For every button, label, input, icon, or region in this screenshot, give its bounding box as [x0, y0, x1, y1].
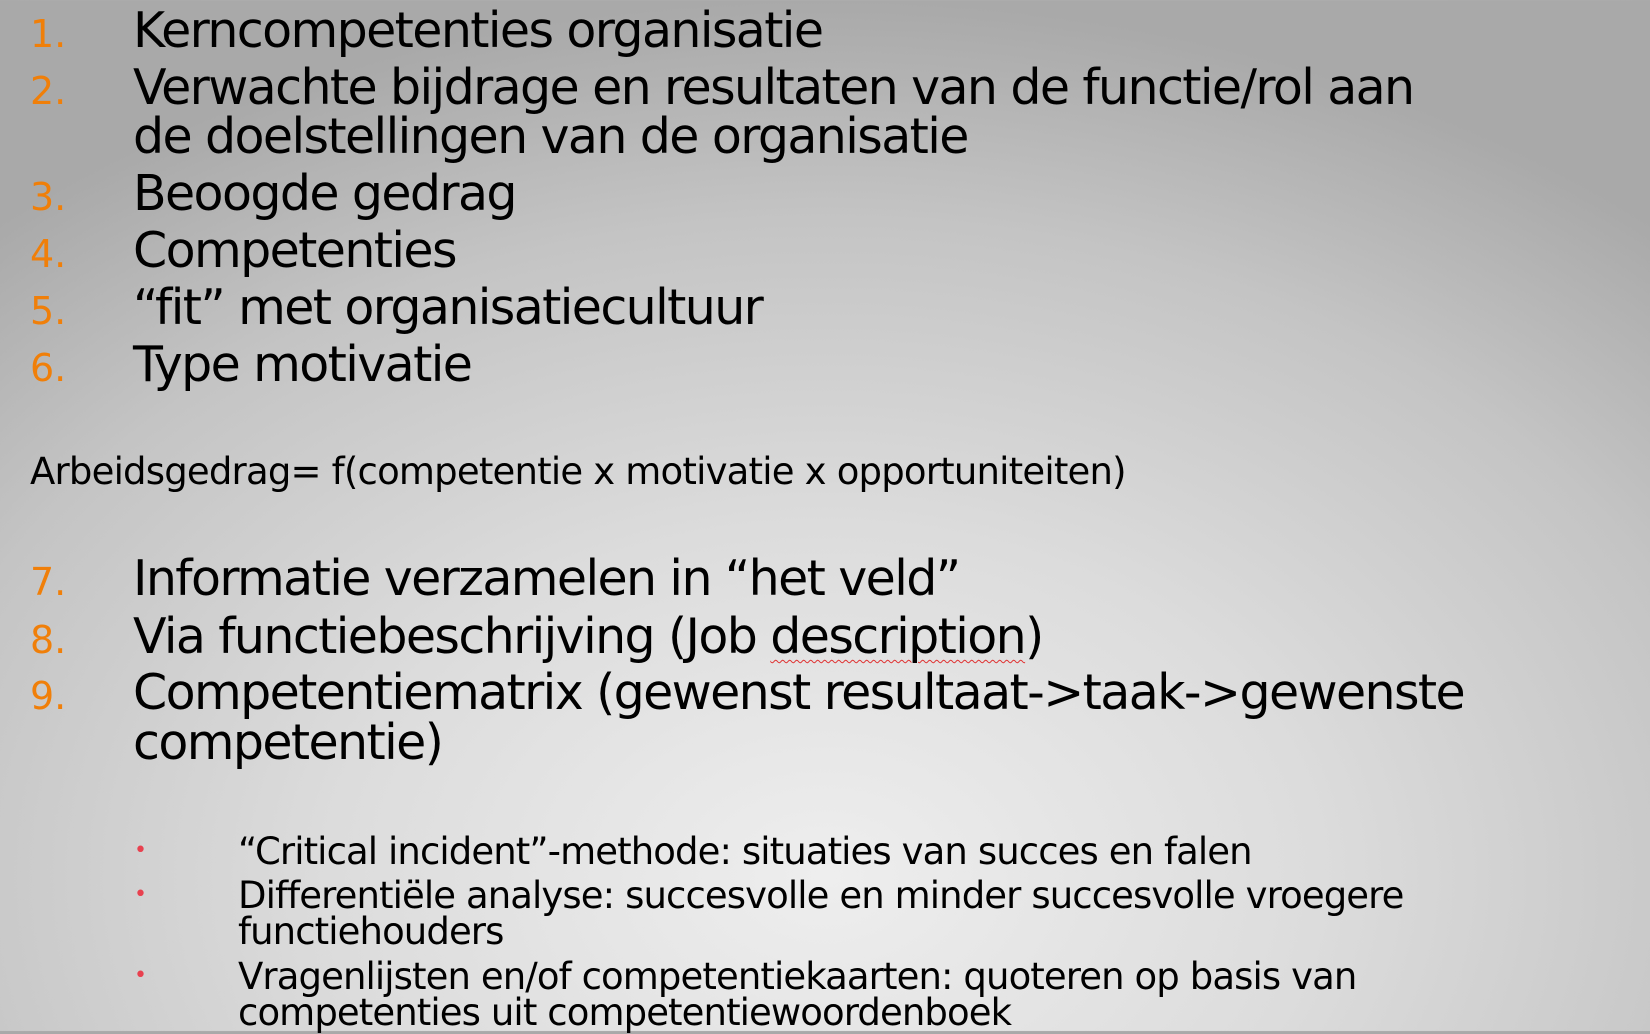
item-number: 5. [30, 289, 67, 333]
bullet-text: Vragenlijsten en/of competentiekaarten: quoteren op basis van [238, 955, 1357, 998]
formula-text: Arbeidsgedrag= f(competentie x motivatie x opportuniteiten) [30, 450, 1126, 493]
item-number: 2. [30, 69, 67, 113]
item-text-cont: de doelstellingen van de organisatie [133, 108, 968, 165]
item-text-prefix: Via functiebeschrijving (Job [133, 608, 771, 665]
item-text: Kerncompetenties organisatie [133, 2, 823, 59]
item-text: Type motivatie [133, 336, 472, 393]
bullet-text-cont: competenties uit competentiewoordenboek [238, 991, 1012, 1034]
item-text: Competentiematrix (gewenst resultaat->taak->gewenste [133, 664, 1465, 721]
bullet-text: “Critical incident”-methode: situaties van succes en falen [238, 830, 1252, 873]
item-text: Competenties [133, 222, 456, 279]
misspelled-word[interactable]: description [770, 608, 1026, 665]
item-number: 6. [30, 346, 67, 390]
item-text: “fit” met organisatiecultuur [133, 279, 763, 336]
item-text-cont: competentie) [133, 714, 443, 771]
bullet-text: Differentiële analyse: succesvolle en minder succesvolle vroegere [238, 874, 1404, 917]
item-number: 1. [30, 12, 67, 56]
item-number: 3. [30, 175, 67, 219]
bullet-icon: • [134, 838, 147, 863]
bullet-icon: • [134, 882, 147, 907]
item-text: Informatie verzamelen in “het veld” [133, 550, 960, 607]
item-text-suffix: ) [1025, 608, 1043, 665]
bullet-text-cont: functiehouders [238, 910, 504, 953]
item-text: Beoogde gedrag [133, 165, 516, 222]
item-number: 4. [30, 232, 67, 276]
bullet-icon: • [134, 963, 147, 988]
item-text [133, 608, 1043, 665]
item-number: 8. [30, 618, 67, 662]
item-text: Verwachte bijdrage en resultaten van de functie/rol aan [133, 59, 1414, 116]
item-number: 7. [30, 560, 67, 604]
item-number: 9. [30, 674, 67, 718]
